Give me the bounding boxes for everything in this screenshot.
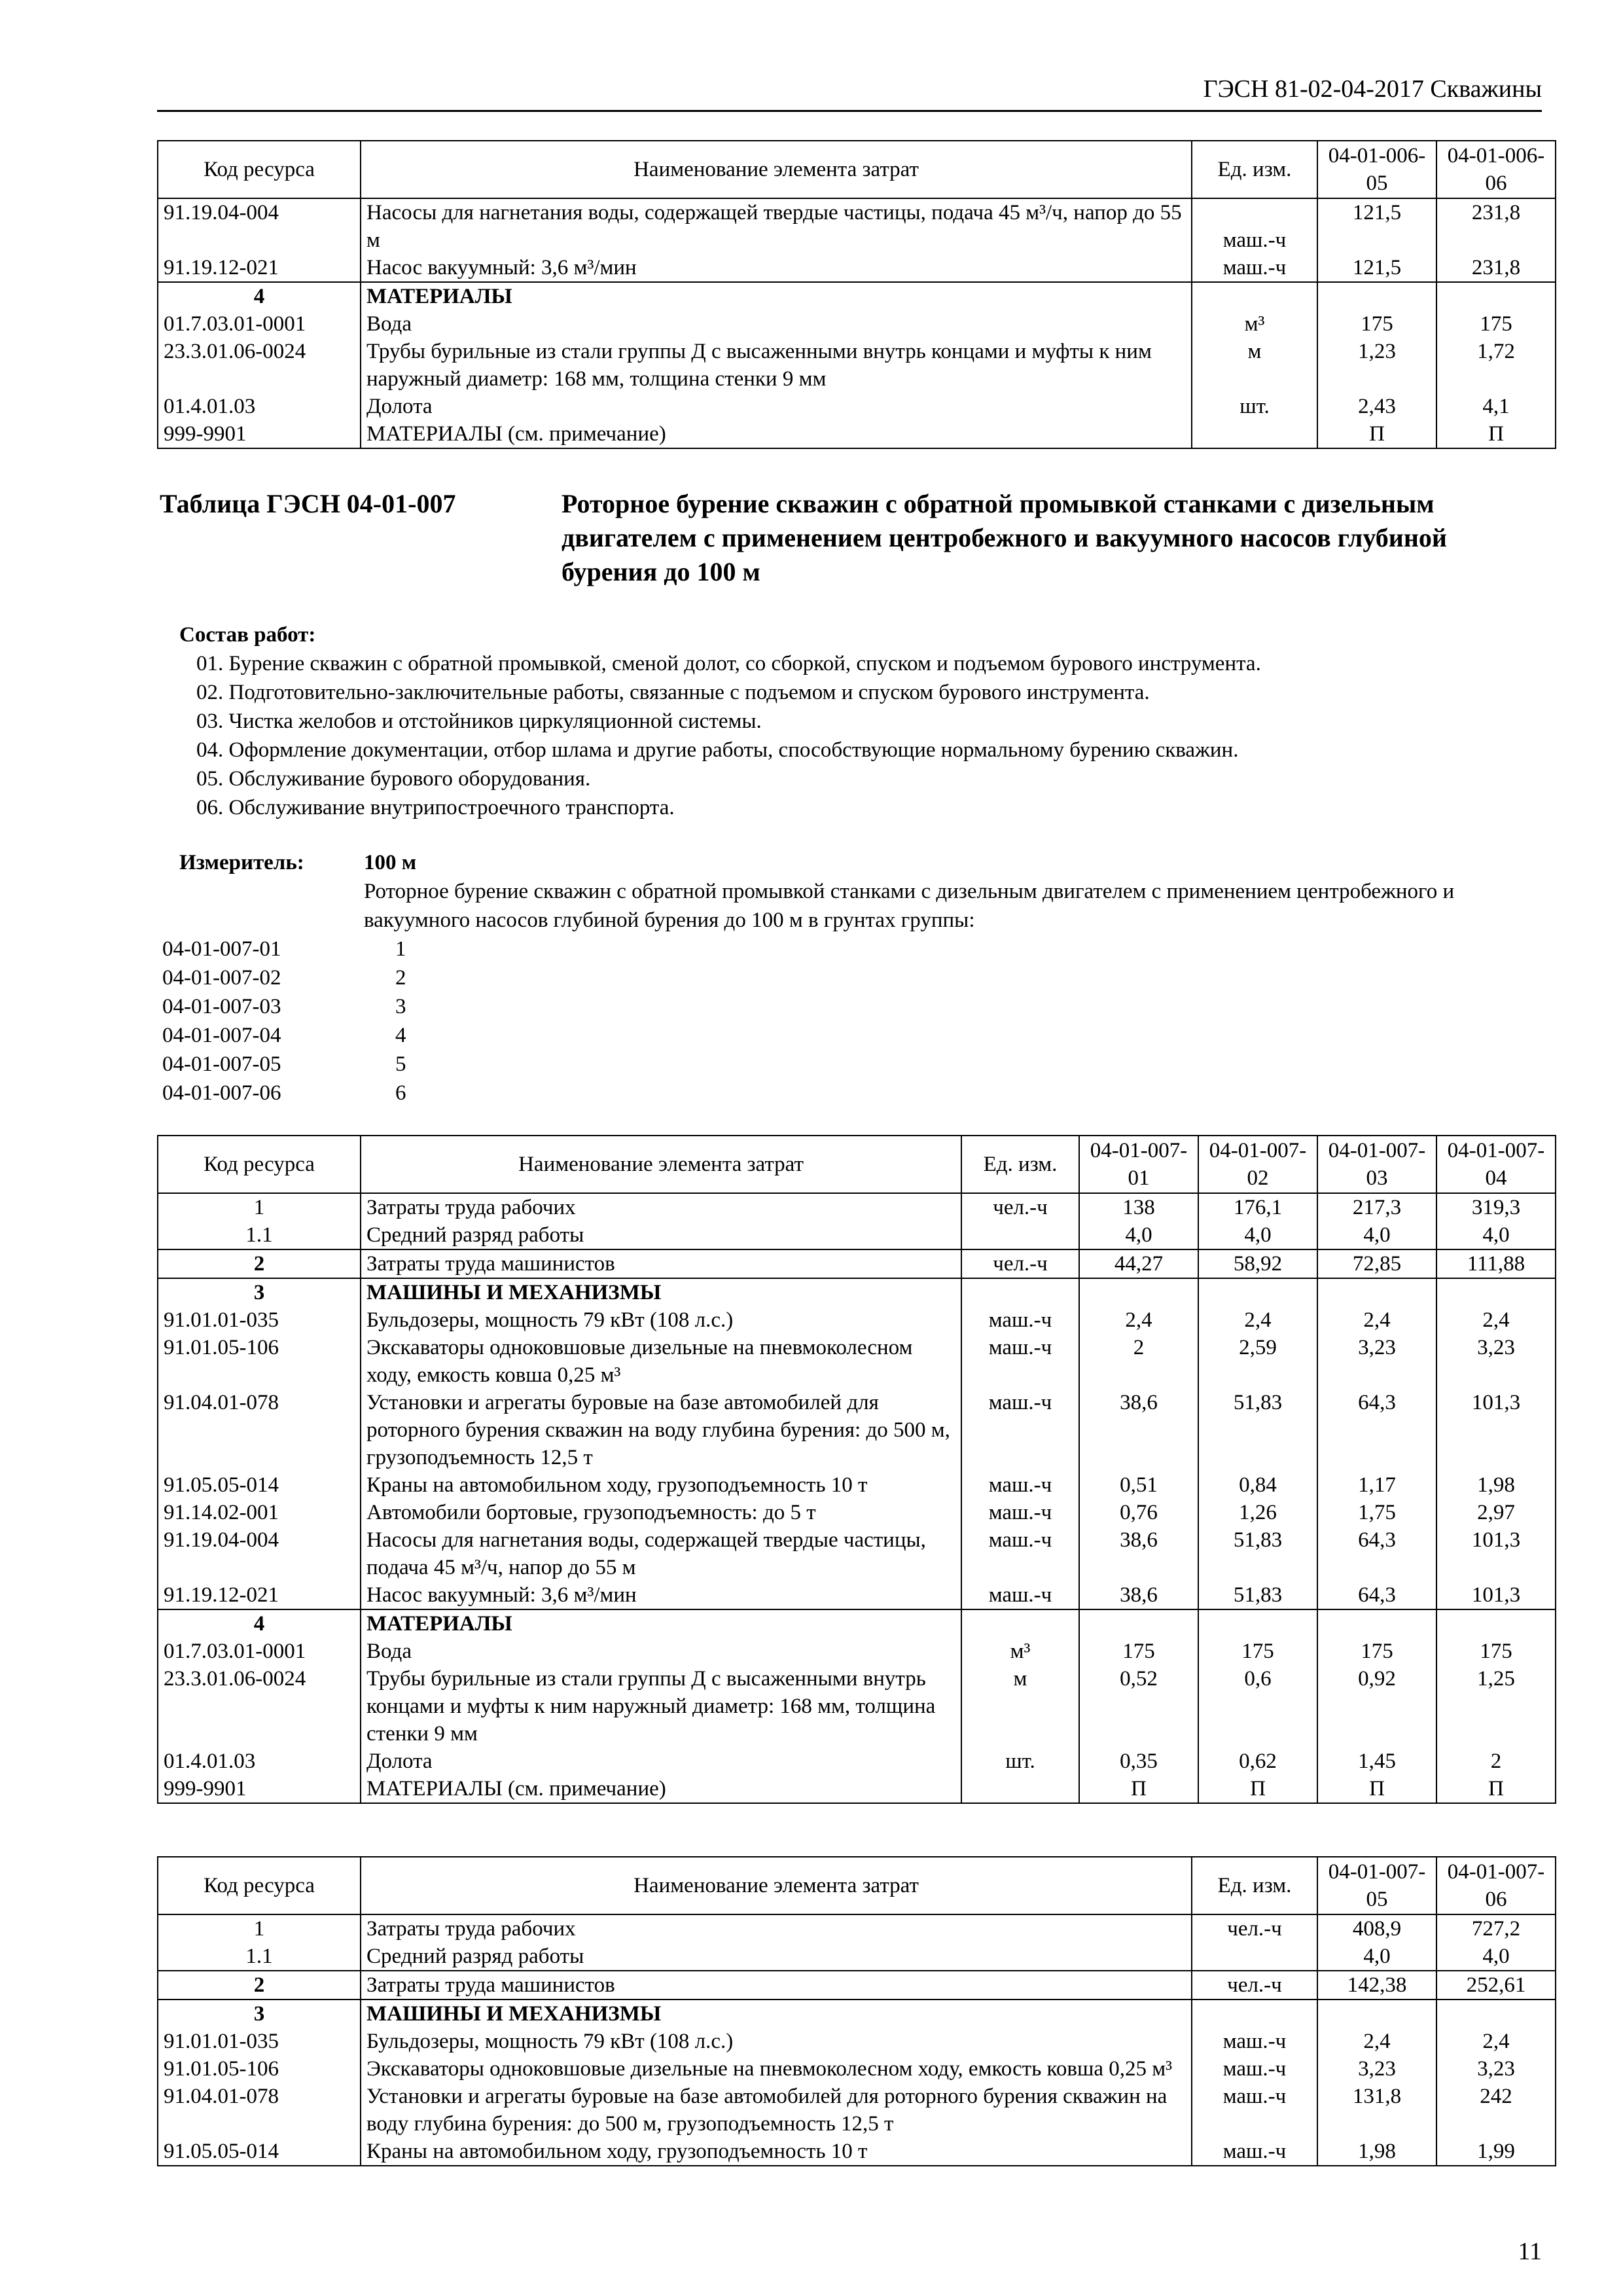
table-cell: 4,0	[1079, 1221, 1198, 1249]
table-cell: 175	[1079, 1638, 1198, 1665]
table-cell: 111,88	[1436, 1249, 1556, 1278]
table-row	[158, 282, 1556, 310]
table-cell: шт.	[961, 1748, 1079, 1775]
table-cell: Насос вакуумный: 3,6 м³/мин	[361, 1581, 961, 1609]
table-cell: 121,5	[1317, 198, 1436, 254]
table-cell	[1192, 420, 1317, 448]
table-cell: Долота	[361, 1748, 961, 1775]
list-item: 04. Оформление документации, отбор шлама и другие работы, способствующие нормальному бурению скважин.	[196, 738, 1239, 762]
col-unit: Ед. изм.	[1192, 1857, 1317, 1914]
table-cell: 01.7.03.01-0001	[158, 1638, 361, 1665]
table-cell: 1	[158, 1193, 361, 1221]
table-row	[158, 2028, 1556, 2055]
table-cell: МАТЕРИАЛЫ (см. примечание)	[361, 1775, 961, 1803]
table-cell: 58,92	[1198, 1249, 1317, 1278]
table-cell: 72,85	[1317, 1249, 1436, 1278]
table-cell: м³	[1192, 310, 1317, 338]
table-cell: 2,97	[1436, 1499, 1556, 1526]
col-name: Наименование элемента затрат	[361, 1136, 961, 1193]
resource-table-007-a	[157, 1135, 1556, 1804]
table-cell: Автомобили бортовые, грузоподъемность: до 5 т	[361, 1499, 961, 1526]
table-row	[158, 1609, 1556, 1638]
list-item: 04-01-007-02 2	[162, 966, 406, 990]
table-cell: 64,3	[1317, 1526, 1436, 1581]
table-cell: 2	[1079, 1334, 1198, 1389]
table-cell: чел.-ч	[1192, 1914, 1317, 1943]
works-list	[196, 649, 1525, 822]
col-name: Наименование элемента затрат	[361, 141, 1192, 198]
col-code: Код ресурса	[158, 141, 361, 198]
table-cell: 01.4.01.03	[158, 393, 361, 420]
table-row	[158, 1748, 1556, 1775]
table-cell: Затраты труда рабочих	[361, 1914, 1192, 1943]
table-cell: 121,5	[1317, 254, 1436, 282]
table-cell: 91.04.01-078	[158, 2083, 361, 2138]
table-cell: маш.-ч	[1192, 254, 1317, 282]
col-code: Код ресурса	[158, 1857, 361, 1914]
table-row	[158, 393, 1556, 420]
table-cell: 408,9	[1317, 1914, 1436, 1943]
list-item: 01. Бурение скважин с обратной промывкой, сменой долот, со сборкой, спуском и подъемом бурового инструмента.	[196, 652, 1261, 675]
table-cell: 999-9901	[158, 1775, 361, 1803]
list-item: 06. Обслуживание внутрипостроечного транспорта.	[196, 796, 675, 819]
table-cell	[1192, 282, 1317, 310]
table-cell: 2,4	[1317, 1306, 1436, 1334]
table-cell: маш.-ч	[961, 1334, 1079, 1389]
table-cell: МАТЕРИАЛЫ (см. примечание)	[361, 420, 1192, 448]
col-value: 04-01-007-03	[1317, 1136, 1436, 1193]
table-cell: 0,52	[1079, 1665, 1198, 1748]
meter-value: 100 м	[364, 851, 417, 874]
table-cell: 2	[158, 1971, 361, 2000]
table-cell: 2,4	[1198, 1306, 1317, 1334]
table-cell: 91.01.01-035	[158, 2028, 361, 2055]
table-cell: Трубы бурильные из стали группы Д с высаженными внутрь концами и муфты к ним наружный диаметр: 168 мм, толщина стенки 9 мм	[361, 1665, 961, 1748]
table-cell: 231,8	[1436, 198, 1556, 254]
header-title: ГЭСН 81-02-04-2017 Скважины	[1203, 75, 1542, 103]
table-cell: Вода	[361, 310, 1192, 338]
table-cell: 91.19.12-021	[158, 254, 361, 282]
table-cell: 1,45	[1317, 1748, 1436, 1775]
table-row	[158, 2138, 1556, 2166]
table-cell: Установки и агрегаты буровые на базе автомобилей для роторного бурения скважин на воду глубина бурения: до 500 м, грузоподъемность 12,5 т	[361, 2083, 1192, 2138]
table-row	[158, 2055, 1556, 2083]
table-cell: Насосы для нагнетания воды, содержащей твердые частицы, подача 45 м³/ч, напор до 55 м	[361, 1526, 961, 1581]
table-cell: 51,83	[1198, 1581, 1317, 1609]
table-cell: маш.-ч	[961, 1526, 1079, 1581]
table-cell: 4,0	[1317, 1221, 1436, 1249]
table-cell	[1317, 1609, 1436, 1638]
table-row	[158, 1775, 1556, 1803]
table-cell: 3,23	[1436, 1334, 1556, 1389]
table-cell: 91.04.01-078	[158, 1389, 361, 1471]
col-value: 04-01-007-06	[1436, 1857, 1556, 1914]
table-cell: 91.14.02-001	[158, 1499, 361, 1526]
table-cell: П	[1317, 420, 1436, 448]
table-cell: П	[1436, 420, 1556, 448]
table-cell: 23.3.01.06-0024	[158, 338, 361, 393]
col-value: 04-01-007-05	[1317, 1857, 1436, 1914]
table-cell	[1436, 2000, 1556, 2028]
table-cell: маш.-ч	[961, 1581, 1079, 1609]
list-item: 04-01-007-03 3	[162, 995, 406, 1018]
table-cell: 0,84	[1198, 1471, 1317, 1499]
table-row	[158, 1914, 1556, 1943]
list-item: 04-01-007-04 4	[162, 1024, 406, 1047]
table-cell: 242	[1436, 2083, 1556, 2138]
resource-table-006	[157, 140, 1556, 449]
table-cell: 91.19.12-021	[158, 1581, 361, 1609]
list-item: 02. Подготовительно-заключительные работы, связанные с подъемом и спуском бурового инструмента.	[196, 681, 1150, 704]
table-cell: Вода	[361, 1638, 961, 1665]
table-cell: 2,4	[1317, 2028, 1436, 2055]
table-cell: 1,25	[1436, 1665, 1556, 1748]
table-cell: 4	[158, 282, 361, 310]
table-cell: 64,3	[1317, 1581, 1436, 1609]
table-cell: 3	[158, 2000, 361, 2028]
col-unit: Ед. изм.	[1192, 141, 1317, 198]
table-cell: 138	[1079, 1193, 1198, 1221]
table-cell: маш.-ч	[1192, 2028, 1317, 2055]
table-cell: чел.-ч	[961, 1193, 1079, 1221]
table-label: Таблица ГЭСН 04-01-007	[160, 489, 456, 518]
table-cell: маш.-ч	[1192, 2083, 1317, 2138]
section-title: Роторное бурение скважин с обратной промывкой станками с дизельным двигателем с применением центробежного и вакуумного насосов глубиной бурения до 100 м	[562, 489, 1447, 586]
table-cell	[1436, 1609, 1556, 1638]
table-cell: Затраты труда рабочих	[361, 1193, 961, 1221]
table-cell: 727,2	[1436, 1914, 1556, 1943]
table-cell	[1192, 2000, 1317, 2028]
table-cell	[961, 1221, 1079, 1249]
table-cell: Экскаваторы одноковшовые дизельные на пневмоколесном ходу, емкость ковша 0,25 м³	[361, 1334, 961, 1389]
table-cell: 1,23	[1317, 338, 1436, 393]
col-value: 04-01-006-06	[1436, 141, 1556, 198]
table-cell: 4	[158, 1609, 361, 1638]
table-cell: 0,6	[1198, 1665, 1317, 1748]
table-cell: Долота	[361, 393, 1192, 420]
table-cell: 4,0	[1436, 1221, 1556, 1249]
table-row	[158, 1581, 1556, 1609]
resource-table-007-b	[157, 1856, 1556, 2166]
table-cell	[1436, 1278, 1556, 1306]
table-cell: 3,23	[1317, 1334, 1436, 1389]
table-cell	[1079, 1278, 1198, 1306]
table-row	[158, 1221, 1556, 1249]
table-cell: 91.19.04-004	[158, 198, 361, 254]
table-cell: маш.-ч	[961, 1471, 1079, 1499]
table-row	[158, 1665, 1556, 1748]
table-row	[158, 1943, 1556, 1971]
list-item: 05. Обслуживание бурового оборудования.	[196, 767, 591, 791]
list-item: 04-01-007-01 1	[162, 937, 406, 961]
table-row	[158, 1471, 1556, 1499]
table-cell: 51,83	[1198, 1526, 1317, 1581]
table-cell	[1192, 1943, 1317, 1971]
table-cell: 175	[1317, 310, 1436, 338]
table-cell: 3,23	[1436, 2055, 1556, 2083]
table-cell: МАТЕРИАЛЫ	[361, 282, 1192, 310]
table-cell: 252,61	[1436, 1971, 1556, 2000]
table-cell: МАТЕРИАЛЫ	[361, 1609, 961, 1638]
table-cell: Бульдозеры, мощность 79 кВт (108 л.с.)	[361, 1306, 961, 1334]
table-cell: 38,6	[1079, 1526, 1198, 1581]
table-cell: маш.-ч	[961, 1389, 1079, 1471]
col-value: 04-01-007-04	[1436, 1136, 1556, 1193]
table-row	[158, 1971, 1556, 2000]
table-cell: Затраты труда машинистов	[361, 1249, 961, 1278]
table-row	[158, 198, 1556, 254]
table-cell: 91.19.04-004	[158, 1526, 361, 1581]
table-cell: Экскаваторы одноковшовые дизельные на пневмоколесном ходу, емкость ковша 0,25 м³	[361, 2055, 1192, 2083]
table-cell: маш.-ч	[1192, 2055, 1317, 2083]
table-cell: 1,72	[1436, 338, 1556, 393]
table-cell: 2,4	[1079, 1306, 1198, 1334]
table-cell: 175	[1198, 1638, 1317, 1665]
page-number: 11	[1518, 2238, 1542, 2265]
table-row	[158, 1499, 1556, 1526]
table-cell: 1,98	[1436, 1471, 1556, 1499]
table-cell	[961, 1278, 1079, 1306]
table-cell: 1.1	[158, 1943, 361, 1971]
table-cell: 23.3.01.06-0024	[158, 1665, 361, 1748]
table-cell: 1,98	[1317, 2138, 1436, 2166]
table-cell	[1079, 1609, 1198, 1638]
table-cell: 91.05.05-014	[158, 1471, 361, 1499]
table-cell: 175	[1436, 310, 1556, 338]
table-cell: 175	[1436, 1638, 1556, 1665]
table-cell: 38,6	[1079, 1581, 1198, 1609]
table-cell: 101,3	[1436, 1526, 1556, 1581]
table-row	[158, 1638, 1556, 1665]
table-cell: 1,17	[1317, 1471, 1436, 1499]
works-label: Состав работ:	[179, 623, 316, 647]
table-cell: чел.-ч	[961, 1249, 1079, 1278]
table-cell: 0,35	[1079, 1748, 1198, 1775]
table-cell: 175	[1317, 1638, 1436, 1665]
table-cell: 1,75	[1317, 1499, 1436, 1526]
table-cell: 142,38	[1317, 1971, 1436, 2000]
table-cell: 3	[158, 1278, 361, 1306]
table-cell	[961, 1775, 1079, 1803]
table-cell: Краны на автомобильном ходу, грузоподъемность 10 т	[361, 1471, 961, 1499]
table-cell: 3,23	[1317, 2055, 1436, 2083]
table-cell: Установки и агрегаты буровые на базе автомобилей для роторного бурения скважин на воду глубина бурения: до 500 м, грузоподъемность 12,5 т	[361, 1389, 961, 1471]
col-value: 04-01-007-01	[1079, 1136, 1198, 1193]
col-value: 04-01-006-05	[1317, 141, 1436, 198]
table-cell: 1	[158, 1914, 361, 1943]
table-cell: 4,0	[1436, 1943, 1556, 1971]
table-cell: Насос вакуумный: 3,6 м³/мин	[361, 254, 1192, 282]
table-row	[158, 1389, 1556, 1471]
table-cell: 2	[1436, 1748, 1556, 1775]
table-row	[158, 1306, 1556, 1334]
table-row	[158, 1526, 1556, 1581]
table-cell	[1436, 282, 1556, 310]
table-row	[158, 310, 1556, 338]
codes-list	[162, 935, 406, 1107]
table-cell: 231,8	[1436, 254, 1556, 282]
table-cell	[1317, 2000, 1436, 2028]
table-cell: маш.-ч	[961, 1306, 1079, 1334]
table-cell	[961, 1609, 1079, 1638]
col-code: Код ресурса	[158, 1136, 361, 1193]
table-cell: маш.-ч	[961, 1499, 1079, 1526]
page-header	[157, 72, 1542, 112]
table-cell: м³	[961, 1638, 1079, 1665]
table-cell: Средний разряд работы	[361, 1943, 1192, 1971]
table-cell: 2,4	[1436, 2028, 1556, 2055]
table-row	[158, 2000, 1556, 2028]
table-cell: 0,62	[1198, 1748, 1317, 1775]
table-cell: 4,1	[1436, 393, 1556, 420]
table-cell: Краны на автомобильном ходу, грузоподъемность 10 т	[361, 2138, 1192, 2166]
table-cell: 101,3	[1436, 1389, 1556, 1471]
table-cell: Трубы бурильные из стали группы Д с высаженными внутрь концами и муфты к ним наружный диаметр: 168 мм, толщина стенки 9 мм	[361, 338, 1192, 393]
table-cell: маш.-ч	[1192, 198, 1317, 254]
col-name: Наименование элемента затрат	[361, 1857, 1192, 1914]
table-cell: 999-9901	[158, 420, 361, 448]
table-cell: 2,43	[1317, 393, 1436, 420]
table-cell: 91.01.01-035	[158, 1306, 361, 1334]
table-cell	[1198, 1278, 1317, 1306]
table-cell: 01.7.03.01-0001	[158, 310, 361, 338]
col-unit: Ед. изм.	[961, 1136, 1079, 1193]
table-cell: 131,8	[1317, 2083, 1436, 2138]
table-cell: 101,3	[1436, 1581, 1556, 1609]
table-cell: 91.05.05-014	[158, 2138, 361, 2166]
table-cell: 01.4.01.03	[158, 1748, 361, 1775]
table-cell: м	[1192, 338, 1317, 393]
meter-description: Роторное бурение скважин с обратной промывкой станками с дизельным двигателем с применением центробежного и вакуумного насосов глубиной бурения до 100 м в грунтах группы:	[364, 880, 1455, 932]
table-cell: П	[1198, 1775, 1317, 1803]
table-cell: П	[1436, 1775, 1556, 1803]
table-cell: 1,26	[1198, 1499, 1317, 1526]
table-cell: 0,92	[1317, 1665, 1436, 1748]
table-row	[158, 420, 1556, 448]
table-cell: Насосы для нагнетания воды, содержащей твердые частицы, подача 45 м³/ч, напор до 55 м	[361, 198, 1192, 254]
list-item: 04-01-007-05 5	[162, 1052, 406, 1076]
table-cell: П	[1317, 1775, 1436, 1803]
table-cell: 38,6	[1079, 1389, 1198, 1471]
table-cell: 1.1	[158, 1221, 361, 1249]
meter-label: Измеритель:	[179, 851, 304, 874]
table-cell: 51,83	[1198, 1389, 1317, 1471]
table-cell: 64,3	[1317, 1389, 1436, 1471]
table-cell: чел.-ч	[1192, 1971, 1317, 2000]
table-cell: 91.01.05-106	[158, 1334, 361, 1389]
table-row	[158, 1249, 1556, 1278]
table-row	[158, 254, 1556, 282]
table-cell: м	[961, 1665, 1079, 1748]
table-cell: Затраты труда машинистов	[361, 1971, 1192, 2000]
table-cell: 2	[158, 1249, 361, 1278]
table-cell: Бульдозеры, мощность 79 кВт (108 л.с.)	[361, 2028, 1192, 2055]
table-cell	[1198, 1609, 1317, 1638]
table-cell: 2,4	[1436, 1306, 1556, 1334]
table-cell: 217,3	[1317, 1193, 1436, 1221]
table-cell: МАШИНЫ И МЕХАНИЗМЫ	[361, 1278, 961, 1306]
table-cell: 176,1	[1198, 1193, 1317, 1221]
table-row	[158, 1334, 1556, 1389]
table-cell: 1,99	[1436, 2138, 1556, 2166]
table-cell: МАШИНЫ И МЕХАНИЗМЫ	[361, 2000, 1192, 2028]
table-cell: 0,51	[1079, 1471, 1198, 1499]
table-row	[158, 1193, 1556, 1221]
table-row	[158, 338, 1556, 393]
table-cell: 2,59	[1198, 1334, 1317, 1389]
table-row	[158, 1278, 1556, 1306]
table-cell: 44,27	[1079, 1249, 1198, 1278]
table-cell	[1317, 282, 1436, 310]
col-value: 04-01-007-02	[1198, 1136, 1317, 1193]
table-cell: 4,0	[1198, 1221, 1317, 1249]
table-row	[158, 2083, 1556, 2138]
table-cell: П	[1079, 1775, 1198, 1803]
list-item: 03. Чистка желобов и отстойников циркуляционной системы.	[196, 709, 762, 733]
table-cell: 91.01.05-106	[158, 2055, 361, 2083]
table-cell: 4,0	[1317, 1943, 1436, 1971]
table-cell: 0,76	[1079, 1499, 1198, 1526]
table-cell	[1317, 1278, 1436, 1306]
table-cell: Средний разряд работы	[361, 1221, 961, 1249]
list-item: 04-01-007-06 6	[162, 1081, 406, 1105]
table-cell: 319,3	[1436, 1193, 1556, 1221]
table-cell: шт.	[1192, 393, 1317, 420]
table-cell: маш.-ч	[1192, 2138, 1317, 2166]
